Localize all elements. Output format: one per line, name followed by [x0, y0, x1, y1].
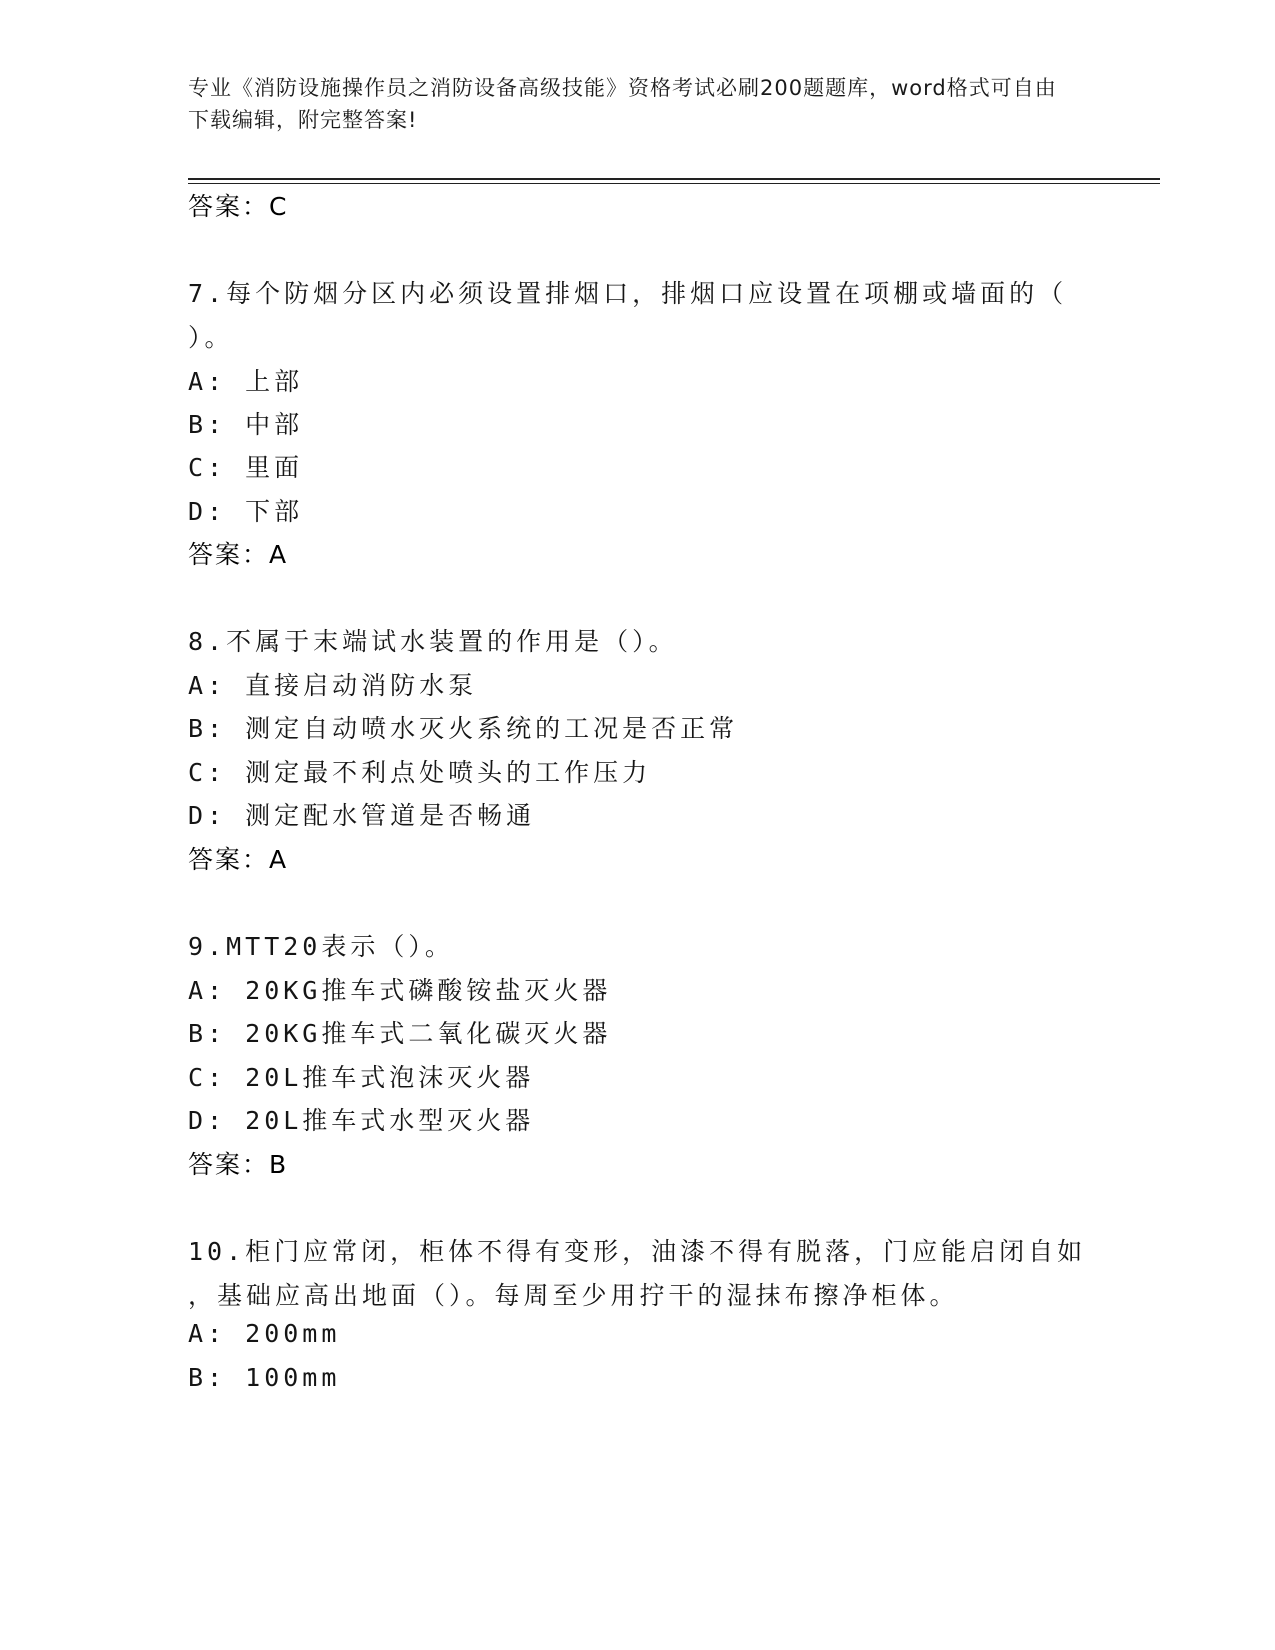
question-7-answer: 答案：A	[188, 540, 289, 569]
answer-previous: 答案：C	[188, 192, 289, 221]
question-7-text-cont: ）。	[188, 323, 234, 352]
question-9-answer: 答案：B	[188, 1150, 289, 1179]
question-10-option-a: A: 200mm	[188, 1319, 341, 1348]
header-divider-thick	[188, 178, 1160, 180]
question-9-text: 9.MTT20表示（）。	[188, 932, 454, 961]
question-8-text: 8.不属于末端试水装置的作用是（）。	[188, 627, 678, 656]
question-7-option-b: B: 中部	[188, 410, 304, 439]
question-7-option-a: A: 上部	[188, 367, 304, 396]
question-8-option-d: D: 测定配水管道是否畅通	[188, 801, 536, 830]
question-8-option-a: A: 直接启动消防水泵	[188, 671, 478, 700]
question-7-option-d: D: 下部	[188, 497, 304, 526]
question-8-option-c: C: 测定最不利点处喷头的工作压力	[188, 758, 652, 787]
header-divider-thin	[188, 183, 1160, 184]
question-9-option-d: D: 20L推车式水型灭火器	[188, 1106, 535, 1135]
question-10-text: 10.柜门应常闭，柜体不得有变形，油漆不得有脱落，门应能启闭自如	[188, 1237, 1087, 1266]
question-7-text: 7.每个防烟分区内必须设置排烟口，排烟口应设置在项棚或墙面的（	[188, 279, 1068, 308]
question-7-option-c: C: 里面	[188, 453, 304, 482]
question-10-text-cont: ，基础应高出地面（）。每周至少用拧干的湿抹布擦净柜体。	[188, 1281, 959, 1310]
question-8-option-b: B: 测定自动喷水灭火系统的工况是否正常	[188, 714, 739, 743]
document-header: 专业《消防设施操作员之消防设备高级技能》资格考试必刷200题题库，word格式可自由下载编辑，附完整答案!	[188, 76, 1057, 132]
question-9-option-a: A: 20KG推车式磷酸铵盐灭火器	[188, 976, 612, 1005]
question-8-answer: 答案：A	[188, 845, 289, 874]
question-9-option-b: B: 20KG推车式二氧化碳灭火器	[188, 1019, 612, 1048]
question-10-option-b: B: 100mm	[188, 1363, 341, 1392]
question-9-option-c: C: 20L推车式泡沫灭火器	[188, 1063, 535, 1092]
